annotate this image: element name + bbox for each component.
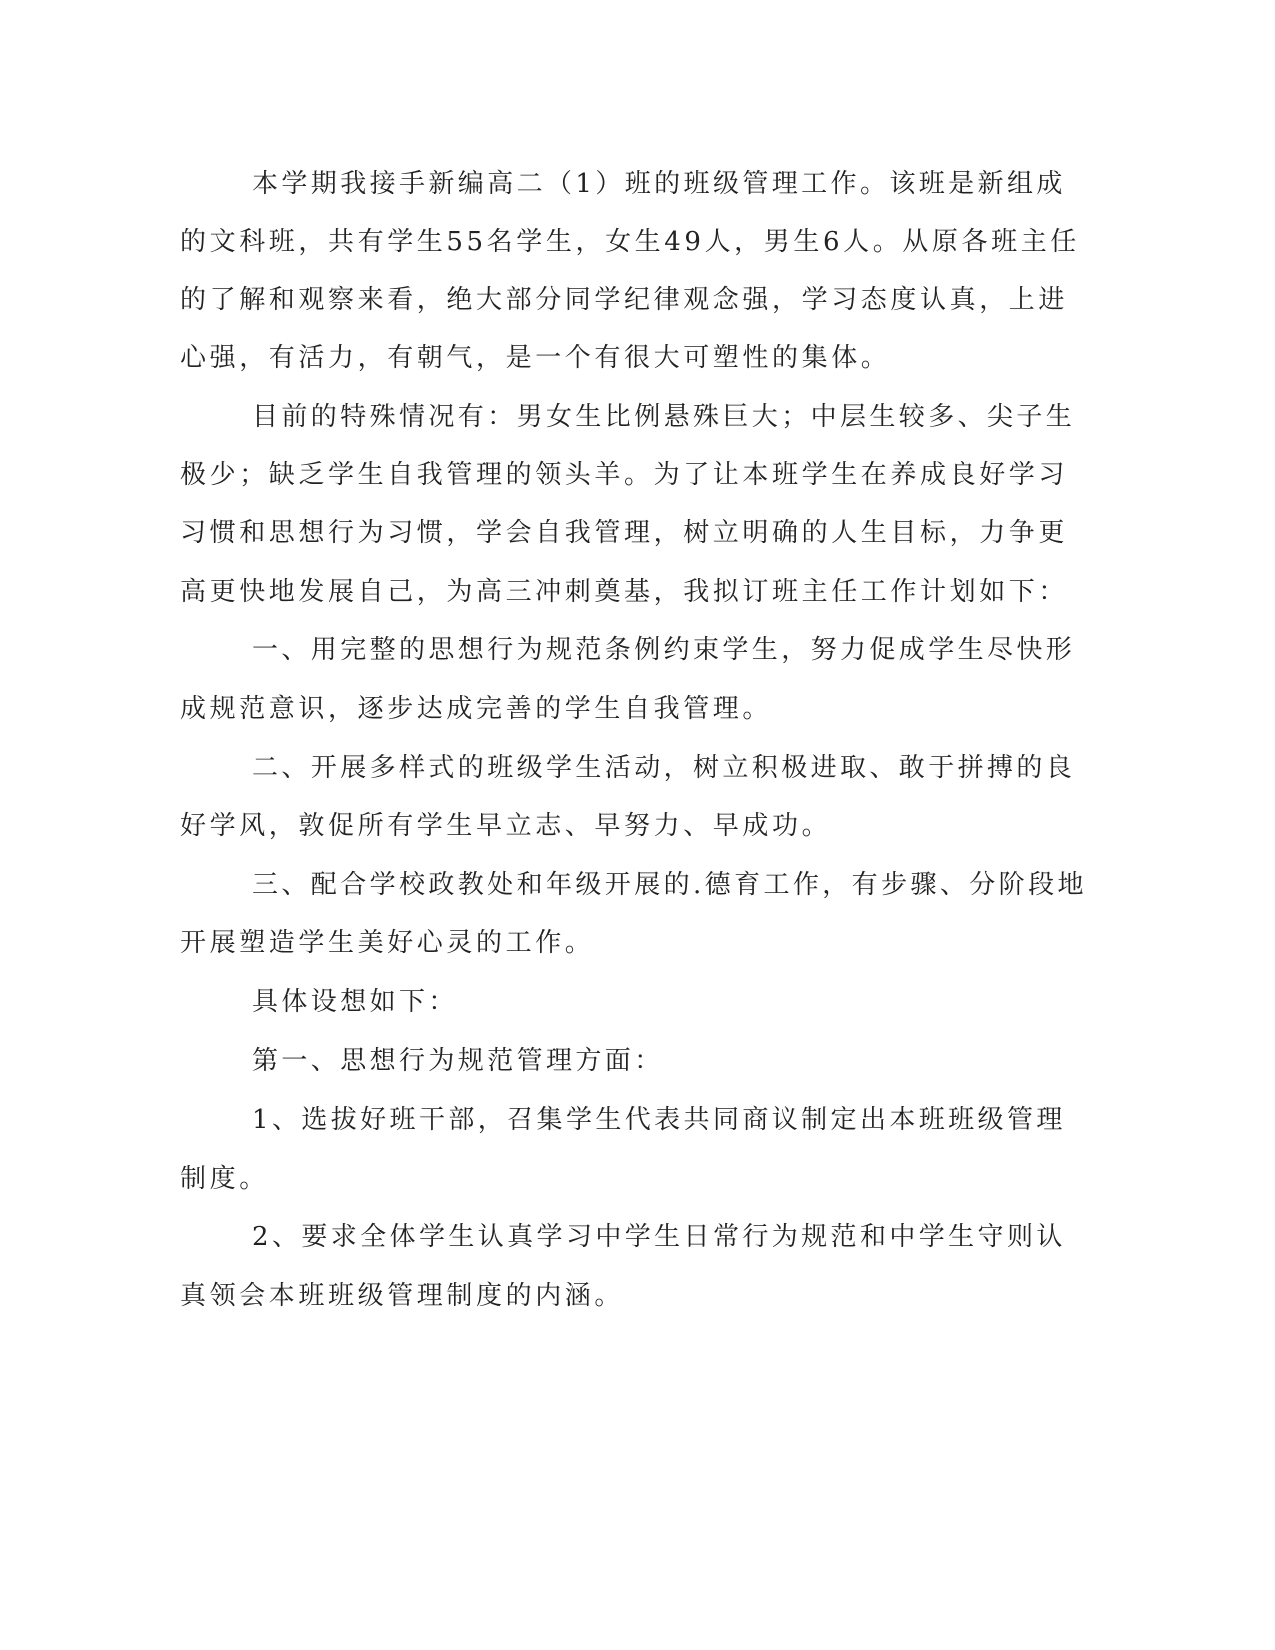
text-line-1: 本学期我接手新编高二（1）班的班级管理工作。该班是新组成 — [252, 169, 1066, 199]
text-line-10: 成规范意识，逐步达成完善的学生自我管理。 — [180, 694, 773, 724]
text-line-8: 高更快地发展自己，为高三冲刺奠基，我拟订班主任工作计划如下： — [180, 577, 1069, 607]
text-line-15: 具体设想如下： — [252, 987, 458, 1017]
text-line-2: 的文科班，共有学生55名学生，女生49人，男生6人。从原各班主任 — [180, 227, 1080, 257]
text-line-6: 极少；缺乏学生自我管理的领头羊。为了让本班学生在养成良好学习 — [180, 460, 1069, 490]
text-line-16: 第一、思想行为规范管理方面： — [252, 1046, 664, 1076]
text-line-20: 真领会本班班级管理制度的内涵。 — [180, 1281, 625, 1311]
text-line-3: 的了解和观察来看，绝大部分同学纪律观念强，学习态度认真，上进 — [180, 285, 1069, 315]
text-line-4: 心强，有活力，有朝气，是一个有很大可塑性的集体。 — [180, 343, 891, 373]
text-line-13: 三、配合学校政教处和年级开展的.德育工作，有步骤、分阶段地 — [252, 870, 1087, 900]
text-line-19: 2、要求全体学生认真学习中学生日常行为规范和中学生守则认 — [252, 1222, 1066, 1252]
text-line-18: 制度。 — [180, 1164, 269, 1194]
text-line-12: 好学风，敦促所有学生早立志、早努力、早成功。 — [180, 811, 832, 841]
text-line-7: 习惯和思想行为习惯，学会自我管理，树立明确的人生目标，力争更 — [180, 518, 1069, 548]
text-line-11: 二、开展多样式的班级学生活动，树立积极进取、敢于拼搏的良 — [252, 753, 1076, 783]
text-line-5: 目前的特殊情况有：男女生比例悬殊巨大；中层生较多、尖子生 — [252, 402, 1076, 432]
text-line-17: 1、选拔好班干部，召集学生代表共同商议制定出本班班级管理 — [252, 1105, 1066, 1135]
text-line-9: 一、用完整的思想行为规范条例约束学生，努力促成学生尽快形 — [252, 635, 1076, 665]
text-line-14: 开展塑造学生美好心灵的工作。 — [180, 928, 595, 958]
